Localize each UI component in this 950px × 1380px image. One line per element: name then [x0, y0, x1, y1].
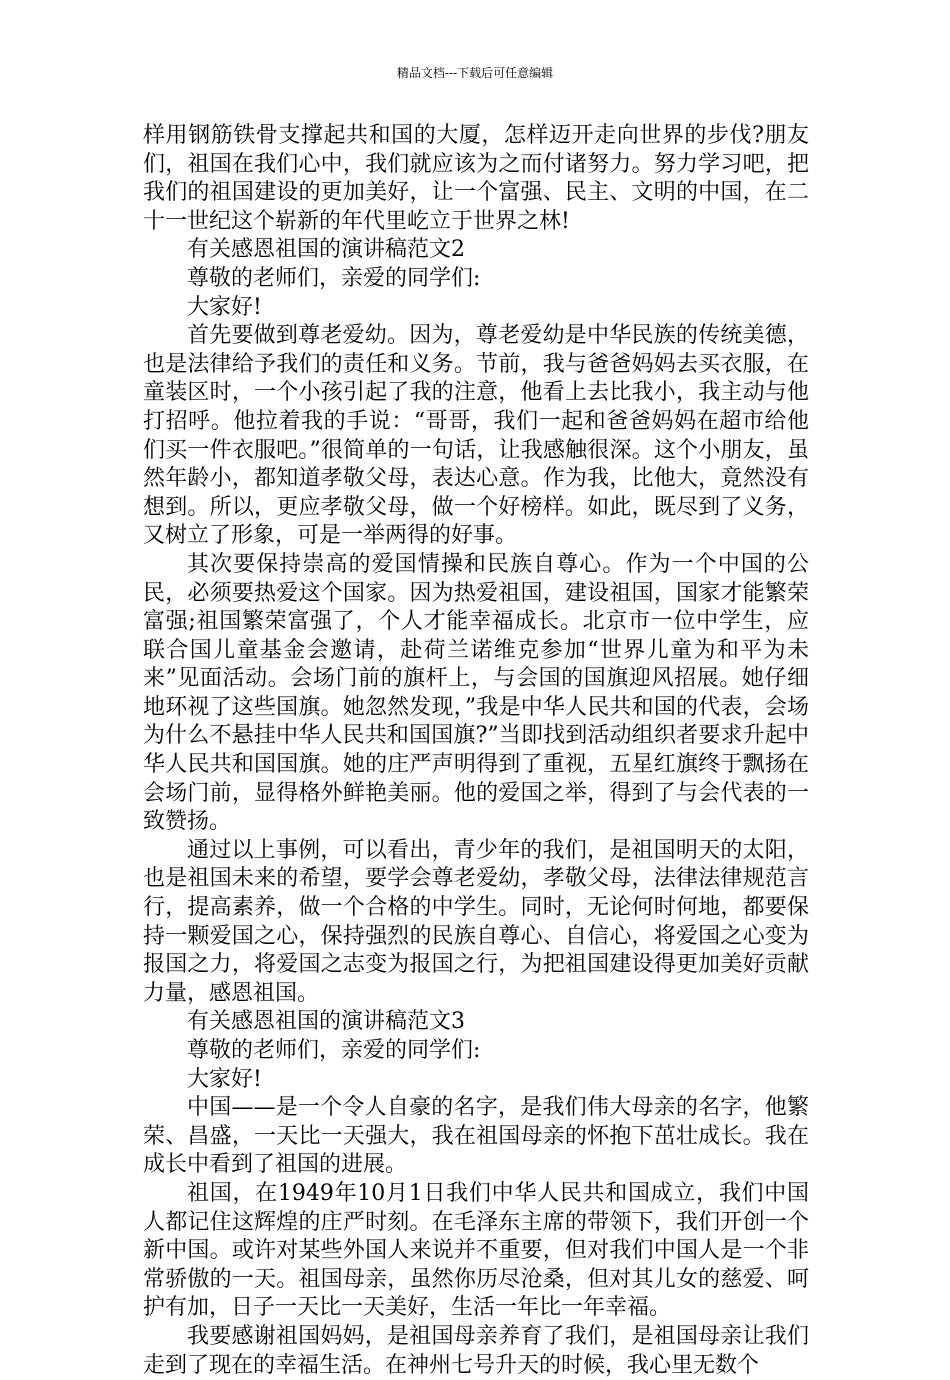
paragraph-7: 我要感谢祖国妈妈，是祖国母亲养育了我们，是祖国母亲让我们走到了现在的幸福生活。在神州七号升天的时候，我心里无数个 — [143, 1323, 809, 1378]
document-body — [143, 122, 809, 1380]
paragraph-3: 其次要保持崇高的爱国情操和民族自尊心。作为一个中国的公民，必须要热爱这个国家。因为热爱祖国，建设祖国，国家才能繁荣富强;祖国繁荣富强了，个人才能幸福成长。北京市一位中学生，应联合国儿童基金会邀请，赴荷兰诺维克参加“世界儿童为和平为未来”见面活动。会场门前的旗杆上，与会国的国旗迎风招展。她仔细地环视了这些国旗。她忽然发现，”我是中华人民共和国的代表，会场为什么不悬挂中华人民共和国国旗?”当即找到活动组织者要求升起中华人民共和国国旗。她的庄严声明得到了重视，五星红旗终于飘扬在会场门前，显得格外鲜艳美丽。他的爱国之举，得到了与会代表的一致赞扬。 — [143, 551, 809, 835]
section-title-3: 有关感恩祖国的演讲稿范文3 — [187, 1009, 465, 1035]
salutation-2: 尊敬的老师们，亲爱的同学们: — [187, 265, 481, 291]
paragraph-5: 中国——是一个令人自豪的名字，是我们伟大母亲的名字，他繁荣、昌盛，一天比一天强大，我在祖国母亲的怀抱下茁壮成长。我在成长中看到了祖国的进展。 — [143, 1095, 809, 1178]
greeting-3: 大家好! — [187, 1066, 262, 1092]
page-header: 精品文档---下载后可任意编辑 — [396, 66, 554, 80]
paragraph-4: 通过以上事例，可以看出，青少年的我们，是祖国明天的太阳，也是祖国未来的希望，要学会尊老爱幼，孝敬父母，法律法律规范言行，提高素养，做一个合格的中学生。同时，无论何时何地，都要保持一颗爱国之心，保持强烈的民族自尊心、自信心，将爱国之心变为报国之力，将爱国之志变为报国之行，为把祖国建设得更加美好贡献力量，感恩祖国。 — [143, 837, 809, 1006]
greeting-2: 大家好! — [187, 294, 262, 320]
paragraph-1: 样用钢筋铁骨支撑起共和国的大厦，怎样迈开走向世界的步伐?朋友们，祖国在我们心中，我们就应该为之而付诸努力。努力学习吧，把我们的祖国建设的更加美好，让一个富强、民主、文明的中国，在二十一世纪这个崭新的年代里屹立于世界之林! — [143, 123, 809, 234]
salutation-3: 尊敬的老师们，亲爱的同学们: — [187, 1038, 481, 1063]
section-title-2: 有关感恩祖国的演讲稿范文2 — [187, 237, 465, 263]
paragraph-6: 祖国，在1949年10月1日我们中华人民共和国成立，我们中国人都记住这辉煌的庄严时刻。在毛泽东主席的带领下，我们开创一个新中国。或许对某些外国人来说并不重要，但对我们中国人是一个非常骄傲的一天。祖国母亲，虽然你历尽沧桑，但对其儿女的慈爱、呵护有加，日子一天比一天美好，生活一年比一年幸福。 — [143, 1180, 809, 1321]
paragraph-2: 首先要做到尊老爱幼。因为，尊老爱幼是中华民族的传统美德，也是法律给予我们的责任和义务。节前，我与爸爸妈妈去买衣服，在童装区时，一个小孩引起了我的注意，他看上去比我小，我主动与他打招呼。他拉着我的手说：“哥哥，我们一起和爸爸妈妈在超市给他们买一件衣服吧。”很简单的一句话，让我感触很深。这个小朋友，虽然年龄小，都知道孝敬父母，表达心意。作为我，比他大，竟然没有想到。所以，更应孝敬父母，做一个好榜样。如此，既尽到了义务，又树立了形象，可是一举两得的好事。 — [143, 323, 809, 549]
